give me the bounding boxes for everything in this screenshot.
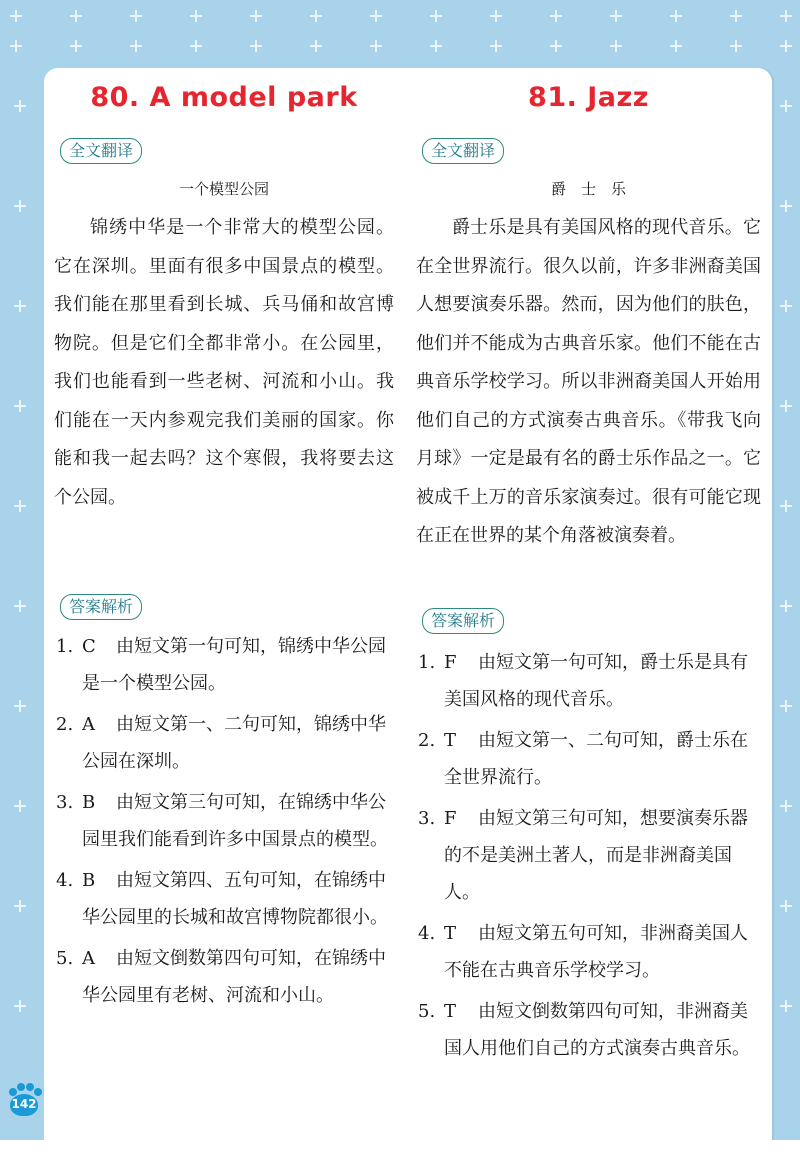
right-translation-tag: 全文翻译 xyxy=(422,138,504,164)
cross-decoration xyxy=(610,10,622,22)
cross-decoration xyxy=(670,10,682,22)
right-subtitle: 爵 士 乐 xyxy=(550,180,626,198)
cross-decoration xyxy=(14,400,26,412)
cross-decoration xyxy=(130,10,142,22)
left-subtitle: 一个模型公园 xyxy=(178,180,269,198)
cross-decoration xyxy=(130,40,142,52)
cross-decoration xyxy=(14,1000,26,1012)
cross-decoration xyxy=(250,40,262,52)
page-number: 142 xyxy=(11,1097,37,1111)
answer-item: 4. T 由短文第五句可知，非洲裔美国人不能在古典音乐学校学习。 xyxy=(418,923,748,981)
page-number-badge xyxy=(6,1082,42,1118)
right-paragraph: 爵士乐是具有美国风格的现代音乐。它在全世界流行。很久以前，许多非洲裔美国人想要演奏乐器。然而，因为他们的肤色，他们并不能成为古典音乐家。他们不能在古典音乐学校学习。所以非洲裔美国人开始用他们自己的方式演奏古典音乐。《带我飞向月球》一定是最有名的爵士乐作品之一。它被成千上万的音乐家演奏过。很有可能它现在正在世界的某个角落被演奏着。 xyxy=(416,217,761,546)
cross-decoration xyxy=(780,500,792,512)
cross-decoration xyxy=(430,40,442,52)
cross-decoration xyxy=(730,40,742,52)
right-answer-tag: 答案解析 xyxy=(422,608,504,634)
cross-decoration xyxy=(250,10,262,22)
cross-decoration xyxy=(14,800,26,812)
cross-decoration xyxy=(14,600,26,612)
left-answer-list xyxy=(54,628,394,1014)
cross-decoration xyxy=(10,40,22,52)
cross-decoration xyxy=(14,500,26,512)
answer-item: 2. A 由短文第一、二句可知，锦绣中华公园在深圳。 xyxy=(56,714,386,772)
answer-item: 5. T 由短文倒数第四句可知，非洲裔美国人用他们自己的方式演奏古典音乐。 xyxy=(418,1001,750,1059)
cross-decoration xyxy=(370,10,382,22)
right-title: 81. Jazz xyxy=(528,82,649,113)
cross-decoration xyxy=(780,1000,792,1012)
right-answer-list xyxy=(416,644,761,1067)
left-translation-tag: 全文翻译 xyxy=(60,138,142,164)
cross-decoration xyxy=(14,200,26,212)
answer-item: 3. F 由短文第三句可知，想要演奏乐器的不是美洲土著人，而是非洲裔美国人。 xyxy=(418,808,748,903)
content-panel xyxy=(44,68,772,1156)
cross-decoration xyxy=(490,40,502,52)
answer-item: 2. T 由短文第一、二句可知，爵士乐在全世界流行。 xyxy=(418,730,748,788)
cross-decoration xyxy=(490,10,502,22)
cross-decoration xyxy=(610,40,622,52)
answer-item: 4. B 由短文第四、五句可知，在锦绣中华公园里的长城和故宫博物院都很小。 xyxy=(56,870,388,928)
answer-item: 1. F 由短文第一句可知，爵士乐是具有美国风格的现代音乐。 xyxy=(418,652,748,710)
cross-decoration xyxy=(670,40,682,52)
left-title: 80. A model park xyxy=(90,82,358,113)
cross-decoration xyxy=(70,10,82,22)
answer-item: 3. B 由短文第三句可知，在锦绣中华公园里我们能看到许多中国景点的模型。 xyxy=(56,792,388,850)
cross-decoration xyxy=(14,100,26,112)
cross-decoration xyxy=(14,700,26,712)
cross-decoration xyxy=(190,10,202,22)
paw-icon xyxy=(17,1083,25,1091)
cross-decoration xyxy=(780,400,792,412)
cross-decoration xyxy=(370,40,382,52)
left-answer-tag: 答案解析 xyxy=(60,594,142,620)
cross-decoration xyxy=(780,300,792,312)
paw-icon xyxy=(26,1083,34,1091)
cross-decoration xyxy=(70,40,82,52)
left-paragraph: 锦绣中华是一个非常大的模型公园。它在深圳。里面有很多中国景点的模型。我们能在那里看到长城、兵马俑和故宫博物院。但是它们全都非常小。在公园里，我们也能看到一些老树、河流和小山。我们能在一天内参观完我们美丽的国家。你能和我一起去吗？这个寒假，我将要去这个公园。 xyxy=(54,217,394,508)
cross-decoration xyxy=(430,10,442,22)
cross-decoration xyxy=(550,10,562,22)
cross-decoration xyxy=(780,100,792,112)
cross-decoration xyxy=(780,700,792,712)
cross-decoration xyxy=(780,40,792,52)
cross-decoration xyxy=(310,10,322,22)
cross-decoration xyxy=(730,10,742,22)
cross-decoration xyxy=(780,200,792,212)
cross-decoration xyxy=(780,900,792,912)
bottom-strip xyxy=(0,1140,800,1173)
cross-decoration xyxy=(310,40,322,52)
cross-decoration xyxy=(14,300,26,312)
cross-decoration xyxy=(14,900,26,912)
cross-decoration xyxy=(550,40,562,52)
cross-decoration xyxy=(10,10,22,22)
paw-icon xyxy=(34,1088,42,1096)
cross-decoration xyxy=(190,40,202,52)
answer-item: 5. A 由短文倒数第四句可知，在锦绣中华公园里有老树、河流和小山。 xyxy=(56,948,386,1006)
cross-decoration xyxy=(780,800,792,812)
answer-item: 1. C 由短文第一句可知，锦绣中华公园是一个模型公园。 xyxy=(56,636,386,694)
cross-decoration xyxy=(780,10,792,22)
cross-decoration xyxy=(780,600,792,612)
